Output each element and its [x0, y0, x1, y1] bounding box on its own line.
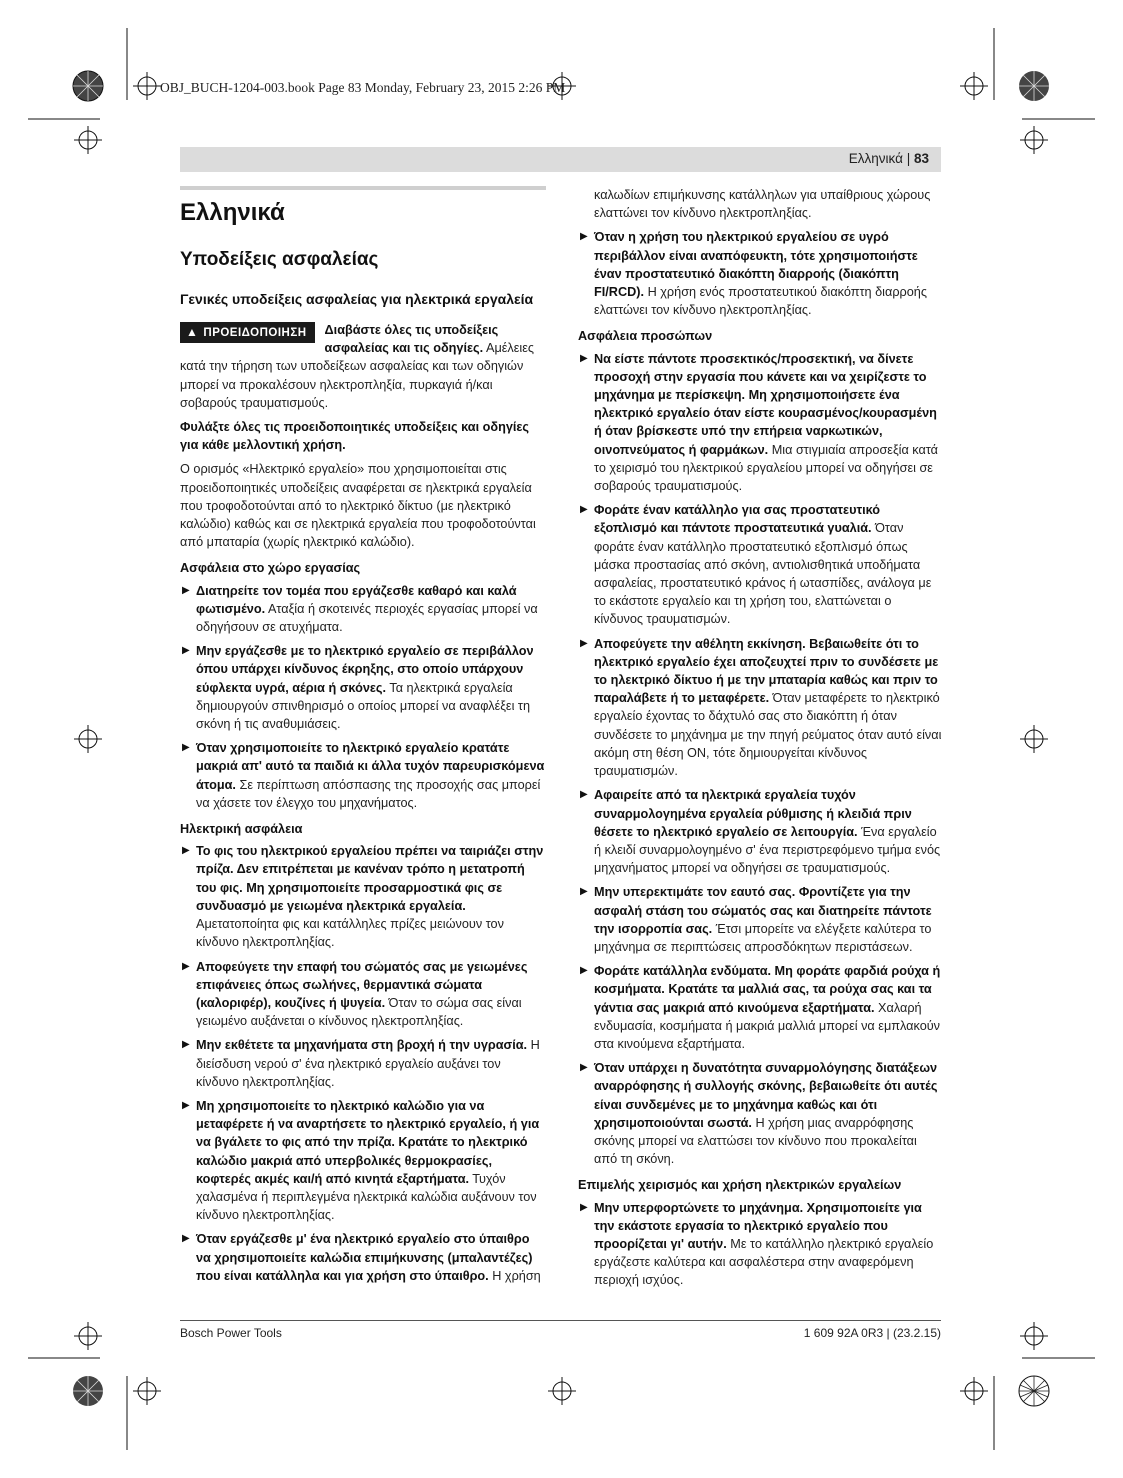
bullet-arrow-icon: ▶ — [580, 231, 588, 243]
warning-triangle-icon: ▲ — [186, 325, 199, 339]
subsection-title: Γενικές υποδείξεις ασφαλείας για ηλεκτρικά εργαλεία — [180, 291, 534, 307]
bullet-arrow-icon: ▶ — [580, 637, 588, 649]
item-text: Ένα εργαλείο ή κλειδί συναρμολογημένο σ' ένα περιστρεφόμενο τμήμα ενός μηχανήματος μπορεί να οδηγήσει σε τραυματισμούς. — [594, 824, 941, 876]
printer-slug-line: OBJ_BUCH-1204-003.book Page 83 Monday, February 23, 2015 2:26 PM — [160, 80, 566, 95]
footer-rule — [180, 1320, 941, 1321]
list-item — [578, 786, 942, 877]
definition-paragraph: Ο ορισμός «Ηλεκτρικό εργαλείο» που χρησιμοποιείται στις προειδοποιητικές υποδείξεις αναφέρεται σε ηλεκτρικά εργαλεία που τροφοδοτούνται από το ηλεκτρικό δίκτυο (με ηλεκτρικό καλώδιο) καθώς και σε ηλεκτρικά εργαλεία που τροφοδοτούνται από μπαταρία (χωρίς ηλεκτρικό καλώδιο). — [180, 462, 536, 550]
title-rule — [180, 186, 546, 190]
item-text: Μια στιγμιαία απροσεξία κατά το χειρισμό του ηλεκτρικού εργαλείου μπορεί να οδηγήσει σε σοβαρούς τραυματισμούς. — [594, 442, 938, 494]
list-item — [578, 501, 942, 628]
list-item — [180, 642, 546, 733]
item-text: Όταν μεταφέρετε το ηλεκτρικό εργαλείο έχοντας το δάχτυλό σας στο διακόπτη ή όταν συνδέσετε το μηχάνημα με την πηγή ρεύματος όταν αυτό είναι ακόμη στη θέση ON, τότε δημιουργείται κίνδυνος τραυματισμών. — [594, 691, 942, 779]
item-bold: Όταν υπάρχει η δυνατότητα συναρμολόγησης διατάξεων αναρρόφησης ή συλλογής σκόνης, βεβαιωθείτε ότι αυτές είναι συνδεμένες με το μηχάνημα καθώς και ότι χρησιμοποιούνται σωστά. — [594, 1061, 938, 1130]
list-item — [578, 883, 942, 956]
item-text: Αταξία ή σκοτεινές περιοχές εργασίας μπορεί να οδηγήσουν σε ατυχήματα. — [196, 601, 538, 635]
item-text: Τυχόν χαλασμένα ή περιπλεγμένα ηλεκτρικά καλώδια αυξάνουν τον κίνδυνο ηλεκτροπληξίας. — [196, 1171, 537, 1223]
item-bold: Όταν χρησιμοποιείτε το ηλεκτρικό εργαλείο κρατάτε μακριά απ' αυτό τα παιδιά κι άλλα τυχόν παρευρισκόμενα άτομα. — [196, 741, 545, 792]
list-item — [578, 228, 942, 319]
bullet-arrow-icon: ▶ — [182, 1099, 190, 1111]
warning-badge-label: ΠΡΟΕΙΔΟΠΟΙΗΣΗ — [203, 327, 307, 339]
bullet-arrow-icon: ▶ — [580, 352, 588, 364]
bullet-arrow-icon: ▶ — [182, 845, 190, 857]
list-item — [578, 962, 942, 1053]
bullet-arrow-icon: ▶ — [182, 584, 190, 596]
item-bold: Να είστε πάντοτε προσεκτικός/προσεκτική, να δίνετε προσοχή στην εργασία που κάνετε και να χειρίζεστε το μηχάνημα με περίσκεψη. Μη χρησιμοποιήσετε ένα ηλεκτρικό εργαλείο όταν είστε κουρασμένος/κουρασμένη ή όταν βρίσκεστε υπό την επήρεια ναρκωτικών, οινοπνεύματος ή φαρμάκων. — [594, 351, 937, 457]
item-text: Η χρήση — [488, 1268, 541, 1283]
continuation-text: καλωδίων επιμήκυνσης κατάλληλων για υπαίθριους χώρους ελαττώνει τον κίνδυνο ηλεκτροπληξίας. — [594, 188, 931, 221]
bullet-arrow-icon: ▶ — [580, 789, 588, 801]
personal-heading: Ασφάλεια προσώπων — [578, 329, 713, 344]
workplace-heading: Ασφάλεια στο χώρο εργασίας — [180, 561, 361, 576]
item-bold: Αποφεύγετε την επαφή του σώματός σας με γειωμένες επιφάνειες όπως σωλήνες, θερμαντικά σώματα (καλοριφέρ), κουζίνες ή ψυγεία. — [196, 959, 528, 1010]
item-bold: Μην υπερφορτώνετε το μηχάνημα. Χρησιμοποιείτε για την εκάστοτε εργασία το ηλεκτρικό εργαλείο που προορίζεται γι' αυτήν. — [594, 1200, 922, 1251]
list-item — [180, 739, 546, 812]
list-item — [578, 635, 942, 781]
keep-notice-text: Φυλάξτε όλες τις προειδοποιητικές υποδείξεις και οδηγίες για κάθε μελλοντική χρήση. — [180, 420, 530, 453]
item-bold: Αποφεύγετε την αθέλητη εκκίνηση. Βεβαιωθείτε ότι το ηλεκτρικό εργαλείο έχει αποζευχτεί πριν το συνδέσετε με το ηλεκτρικό δίκτυο ή με την μπαταρία καθώς και πριν το παραλάβετε ή το μεταφέρετε. — [594, 636, 939, 706]
bullet-arrow-icon: ▶ — [580, 1201, 588, 1213]
list-item — [180, 842, 546, 951]
list-item — [180, 1230, 546, 1285]
list-item — [180, 1036, 546, 1091]
right-column — [578, 186, 942, 1296]
bullet-arrow-icon: ▶ — [580, 886, 588, 898]
electrical-heading: Ηλεκτρική ασφάλεια — [180, 822, 303, 837]
item-text: Αμετατοποίητα φις και κατάλληλες πρίζες μειώνουν τον κίνδυνο ηλεκτροπληξίας. — [196, 917, 504, 950]
item-text: Η διείσδυση νερού σ' ένα ηλεκτρικό εργαλείο αυξάνει τον κίνδυνο ηλεκτροπληξίας. — [196, 1038, 540, 1089]
bullet-arrow-icon: ▶ — [182, 742, 190, 754]
item-text: Όταν φοράτε έναν κατάλληλο προστατευτικό εξοπλισμό όπως μάσκα προστασίας από σκόνη, αντιολισθητικά υποδήματα ασφαλείας, προστατευτικό κράνος ή ωτασπίδες, ανάλογα με το εκάστοτε εργαλείο και τη χρήση του, ελαττώνεται ο κίνδυνος τραυματισμών. — [594, 521, 932, 627]
warning-badge — [180, 322, 315, 343]
item-text: Σε περίπτωση απόσπασης της προσοχής σας μπορεί να χάσετε τον έλεγχο του μηχανήματος. — [196, 777, 541, 810]
item-bold: Μην εργάζεσθε με το ηλεκτρικό εργαλείο σε περιβάλλον όπου υπάρχει κίνδυνος έκρηξης, στο οποίο υπάρχουν εύφλεκτα υγρά, αέρια ή σκόνες. — [196, 644, 534, 695]
item-bold: Όταν εργάζεσθε μ' ένα ηλεκτρικό εργαλείο στο ύπαιθρο να χρησιμοποιείτε καλώδια επιμήκυνσης (μπαλαντέζες) που είναι κατάλληλα και για χρήση στο ύπαιθρο. — [196, 1232, 533, 1283]
keep-notice — [180, 418, 546, 454]
list-item — [578, 1059, 942, 1168]
bullet-arrow-icon: ▶ — [580, 504, 588, 516]
header-section: Ελληνικά — [848, 151, 903, 166]
list-item — [180, 1097, 546, 1224]
left-column — [180, 186, 546, 1291]
item-text: Με το κατάλληλο ηλεκτρικό εργαλείο εργάζεστε καλύτερα και ασφαλέστερα στην αναφερόμενη περιοχή ισχύος. — [594, 1236, 934, 1288]
item-bold: Διατηρείτε τον τομέα που εργάζεσθε καθαρό και καλά φωτισμένο. — [196, 583, 517, 616]
bullet-arrow-icon: ▶ — [182, 1039, 190, 1051]
item-text: Χαλαρή ενδυμασία, κοσμήματα ή μακριά μαλλιά μπορεί να εμπλακούν στα κινούμενα εξαρτήματα. — [594, 1000, 941, 1051]
item-text: Έτσι μπορείτε να ελέγξετε καλύτερα το μηχάνημα σε περιπτώσεις απροσδόκητων περιστάσεων. — [594, 921, 932, 954]
list-item — [180, 582, 546, 637]
bullet-arrow-icon: ▶ — [580, 965, 588, 977]
footer-brand: Bosch Power Tools — [180, 1326, 282, 1340]
bullet-arrow-icon: ▶ — [182, 960, 190, 972]
item-bold: Το φις του ηλεκτρικού εργαλείου πρέπει να ταιριάζει στην πρίζα. Δεν επιτρέπεται με κανέναν τρόπο η μετατροπή του φις. Μη χρησιμοποιείτε προσαρμοστικά φις σε συνδυασμό με γειωμένα ηλεκτρικά εργαλεία. — [196, 844, 544, 913]
item-text: Τα ηλεκτρικά εργαλεία δημιουργούν σπινθηρισμό ο οποίος μπορεί να αναφλέξει τη σκόνη ή τις αναθυμιάσεις. — [196, 680, 530, 732]
section-title: Υποδείξεις ασφαλείας — [180, 249, 379, 270]
list-item — [578, 350, 942, 496]
page-number: 83 — [913, 151, 929, 166]
item-text: Όταν το σώμα σας είναι γειωμένο αυξάνεται ο κίνδυνος ηλεκτροπληξίας. — [196, 995, 522, 1029]
item-text: Η χρήση μιας αναρρόφησης σκόνης μπορεί να ελαττώσει τον κίνδυνο που προκαλείται από τη σκόνη. — [594, 1115, 917, 1167]
item-bold: Μην εκθέτετε τα μηχανήματα στη βροχή ή την υγρασία. — [196, 1038, 528, 1053]
list-item — [578, 1199, 942, 1290]
header-text — [849, 151, 929, 166]
item-bold: Μη χρησιμοποιείτε το ηλεκτρικό καλώδιο για να μεταφέρετε ή να αναρτήσετε το ηλεκτρικό εργαλείο, ή για να βγάλετε το φις από την πρίζα. Κρατάτε το ηλεκτρικό καλώδιο μακριά από υπερβολικές θερμοκρασίες, κοφτερές ακμές και/ή από κινητά εξαρτήματα. — [196, 1098, 540, 1186]
list-item — [180, 958, 546, 1031]
warning-text: Αμέλειες κατά την τήρηση των υποδείξεων ασφαλείας και των οδηγιών μπορεί να προκαλέσουν ηλεκτροπληξία, πυρκαγιά ή/και σοβαρούς τραυματισμούς. — [180, 341, 535, 410]
page-title: Ελληνικά — [180, 199, 285, 226]
bullet-arrow-icon: ▶ — [182, 645, 190, 657]
bullet-arrow-icon: ▶ — [580, 1062, 588, 1074]
item-bold: Φοράτε έναν κατάλληλο για σας προστατευτικό εξοπλισμό και πάντοτε προστατευτικά γυαλιά. — [594, 503, 881, 536]
warning-paragraph — [180, 321, 546, 412]
item-bold: Μην υπερεκτιμάτε τον εαυτό σας. Φροντίζετε για την ασφαλή στάση του σώματός σας και διατηρείτε πάντοτε την ισορροπία σας. — [594, 885, 932, 936]
warning-bold: Διαβάστε όλες τις υποδείξεις ασφαλείας και τις οδηγίες. — [324, 323, 499, 356]
item-text: Η χρήση ενός προστατευτικού διακόπτη διαρροής ελαττώνει τον κίνδυνο ηλεκτροπληξίας. — [594, 285, 927, 318]
bullet-arrow-icon: ▶ — [182, 1233, 190, 1245]
header-separator: | — [906, 151, 911, 166]
item-bold: Αφαιρείτε από τα ηλεκτρικά εργαλεία τυχόν συναρμολογημένα εργαλεία ρύθμισης ή κλειδιά πριν θέσετε το ηλεκτρικό εργαλείο σε λειτουργία. — [594, 788, 912, 839]
page-header — [180, 147, 941, 172]
footer-doc-number: 1 609 92A 0R3 | (23.2.15) — [803, 1326, 941, 1340]
handling-heading: Επιμελής χειρισμός και χρήση ηλεκτρικών εργαλείων — [578, 1178, 902, 1193]
item-bold: Όταν η χρήση του ηλεκτρικού εργαλείου σε υγρό περιβάλλον είναι αναπόφευκτη, τότε χρησιμοποιήστε έναν προστατευτικό διακόπτη διαρροής (διακόπτη FI/RCD). — [594, 230, 918, 300]
item-bold: Φοράτε κατάλληλα ενδύματα. Μη φοράτε φαρδιά ρούχα ή κοσμήματα. Κρατάτε τα μαλλιά σας, τα ρούχα σας και τα γάντια σας μακριά από κινούμενα εξαρτήματα. — [594, 964, 941, 1015]
